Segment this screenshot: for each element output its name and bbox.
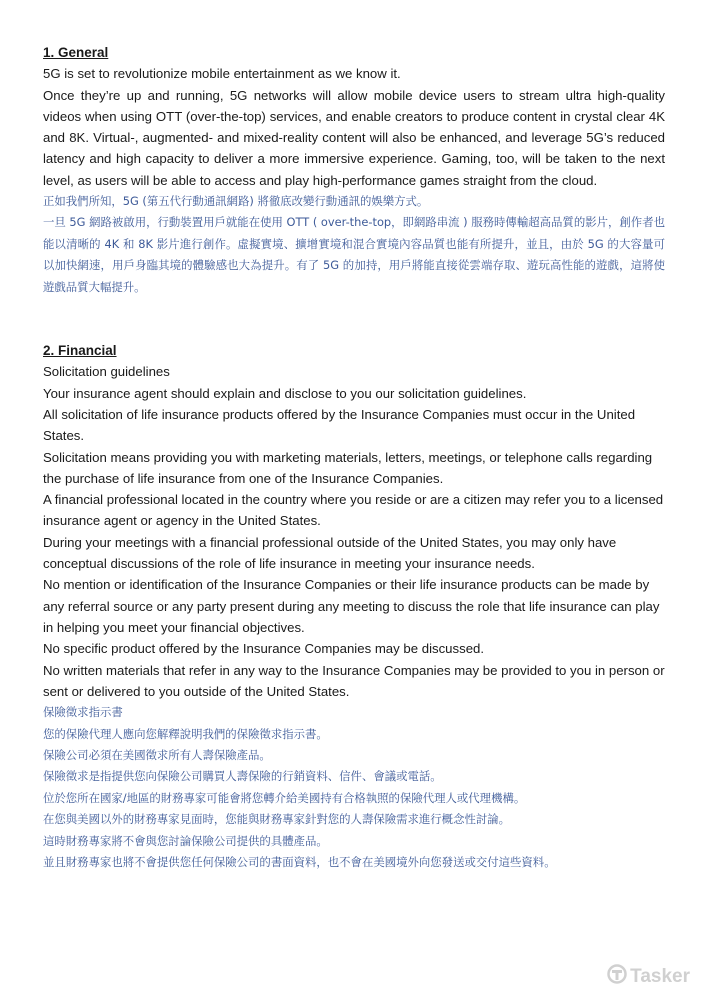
paragraph-zh: 這時財務專家將不會與您討論保險公司提供的具體產品。 bbox=[43, 833, 328, 848]
paragraph-zh: 您的保險代理人應向您解釋說明我們的保險徵求指示書。 bbox=[43, 726, 328, 741]
paragraph-zh: 保險徵求指示書 bbox=[43, 705, 123, 720]
paragraph-zh: 並且財務專家也將不會提供您任何保險公司的書面資料，也不會在美國境外向您發送或交付這些資料。 bbox=[43, 855, 556, 869]
section-general bbox=[43, 42, 665, 298]
paragraph: Once they’re up and running, 5G networks will allow mobile device users to stream ultra high-quality videos when using OTT (over-the-top) services, and enable creators to produce content in crystal clear 4K and 8K. Virtual-, augmented- and mixed-reality content will also be enhanced, and leverage 5G’s reduced latency and high capacity to deliver a more immersive experience. Gaming, too, will be taken to the next level, as users will be able to access and play high-performance games straight from the cloud. bbox=[43, 87, 665, 188]
paragraph: No specific product offered by the Insurance Companies may be discussed. bbox=[43, 641, 485, 657]
paragraph: Solicitation means providing you with marketing materials, letters, meetings, or telephone calls regarding the purchase of life insurance from one of the Insurance Companies. bbox=[43, 449, 653, 486]
tasker-logo-icon bbox=[607, 964, 627, 990]
paragraph: 5G is set to revolutionize mobile entertainment as we know it. bbox=[43, 66, 401, 82]
paragraph-zh: 位於您所在國家/地區的財務專家可能會將您轉介給美國持有合格執照的保險代理人或代理機構。 bbox=[43, 790, 526, 805]
paragraph: During your meetings with a financial professional outside of the United States, you may only have conceptual discussions of the role of life insurance in meeting your insurance needs. bbox=[43, 534, 617, 572]
paragraph-zh: 保險徵求是指提供您向保險公司購買人壽保險的行銷資料、信件、會議或電話。 bbox=[43, 769, 442, 784]
watermark-text: Tasker bbox=[630, 966, 690, 987]
paragraph: No written materials that refer in any way to the Insurance Companies may be provided to you in person or sent or delivered to you outside of the United States. bbox=[43, 662, 665, 699]
paragraph: A financial professional located in the country where you reside or are a citizen may refer you to a licensed insurance agent or agency in the United States. bbox=[43, 492, 664, 529]
section-financial bbox=[43, 340, 665, 873]
document-page bbox=[43, 42, 665, 873]
paragraph-zh: 在您與美國以外的財務專家見面時，您能與財務專家針對您的人壽保險需求進行概念性討論。 bbox=[43, 812, 511, 827]
section-heading: 1. General bbox=[43, 45, 109, 60]
paragraph-zh: 保險公司必須在美國徵求所有人壽保險產品。 bbox=[43, 747, 271, 762]
paragraph: No mention or identification of the Insurance Companies or their life insurance products can be made by any referral source or any party present during any meeting to discuss the role that life insurance can play in helping you meet your financial objectives. bbox=[43, 577, 660, 635]
paragraph: Solicitation guidelines bbox=[43, 364, 170, 380]
paragraph: All solicitation of life insurance products offered by the Insurance Companies must occur in the United States. bbox=[43, 407, 636, 444]
tasker-watermark bbox=[607, 964, 690, 990]
paragraph: Your insurance agent should explain and disclose to you our solicitation guidelines. bbox=[43, 385, 527, 401]
paragraph-zh: 一旦 5G 網路被啟用，行動裝置用戶就能在使用 OTT ( over-the-top，即網路串流 ) 服務時傳輸超高品質的影片，創作者也能以清晰的 4K 和 8K 影片進行創作。虛擬實境、擴增實境和混合實境內容品質也能有所提升，並且，由於 5G 的大容量可以加快網速，用戶身臨其境的體驗感也大為提升。有了 5G 的加持，用戶將能直接從雲端存取、遊玩高性能的遊戲，這將使遊戲品質大幅提升。 bbox=[43, 215, 665, 294]
paragraph-zh: 正如我們所知，5G (第五代行動通訊網路) 將徹底改變行動通訊的娛樂方式。 bbox=[43, 194, 429, 209]
section-heading: 2. Financial bbox=[43, 343, 117, 359]
